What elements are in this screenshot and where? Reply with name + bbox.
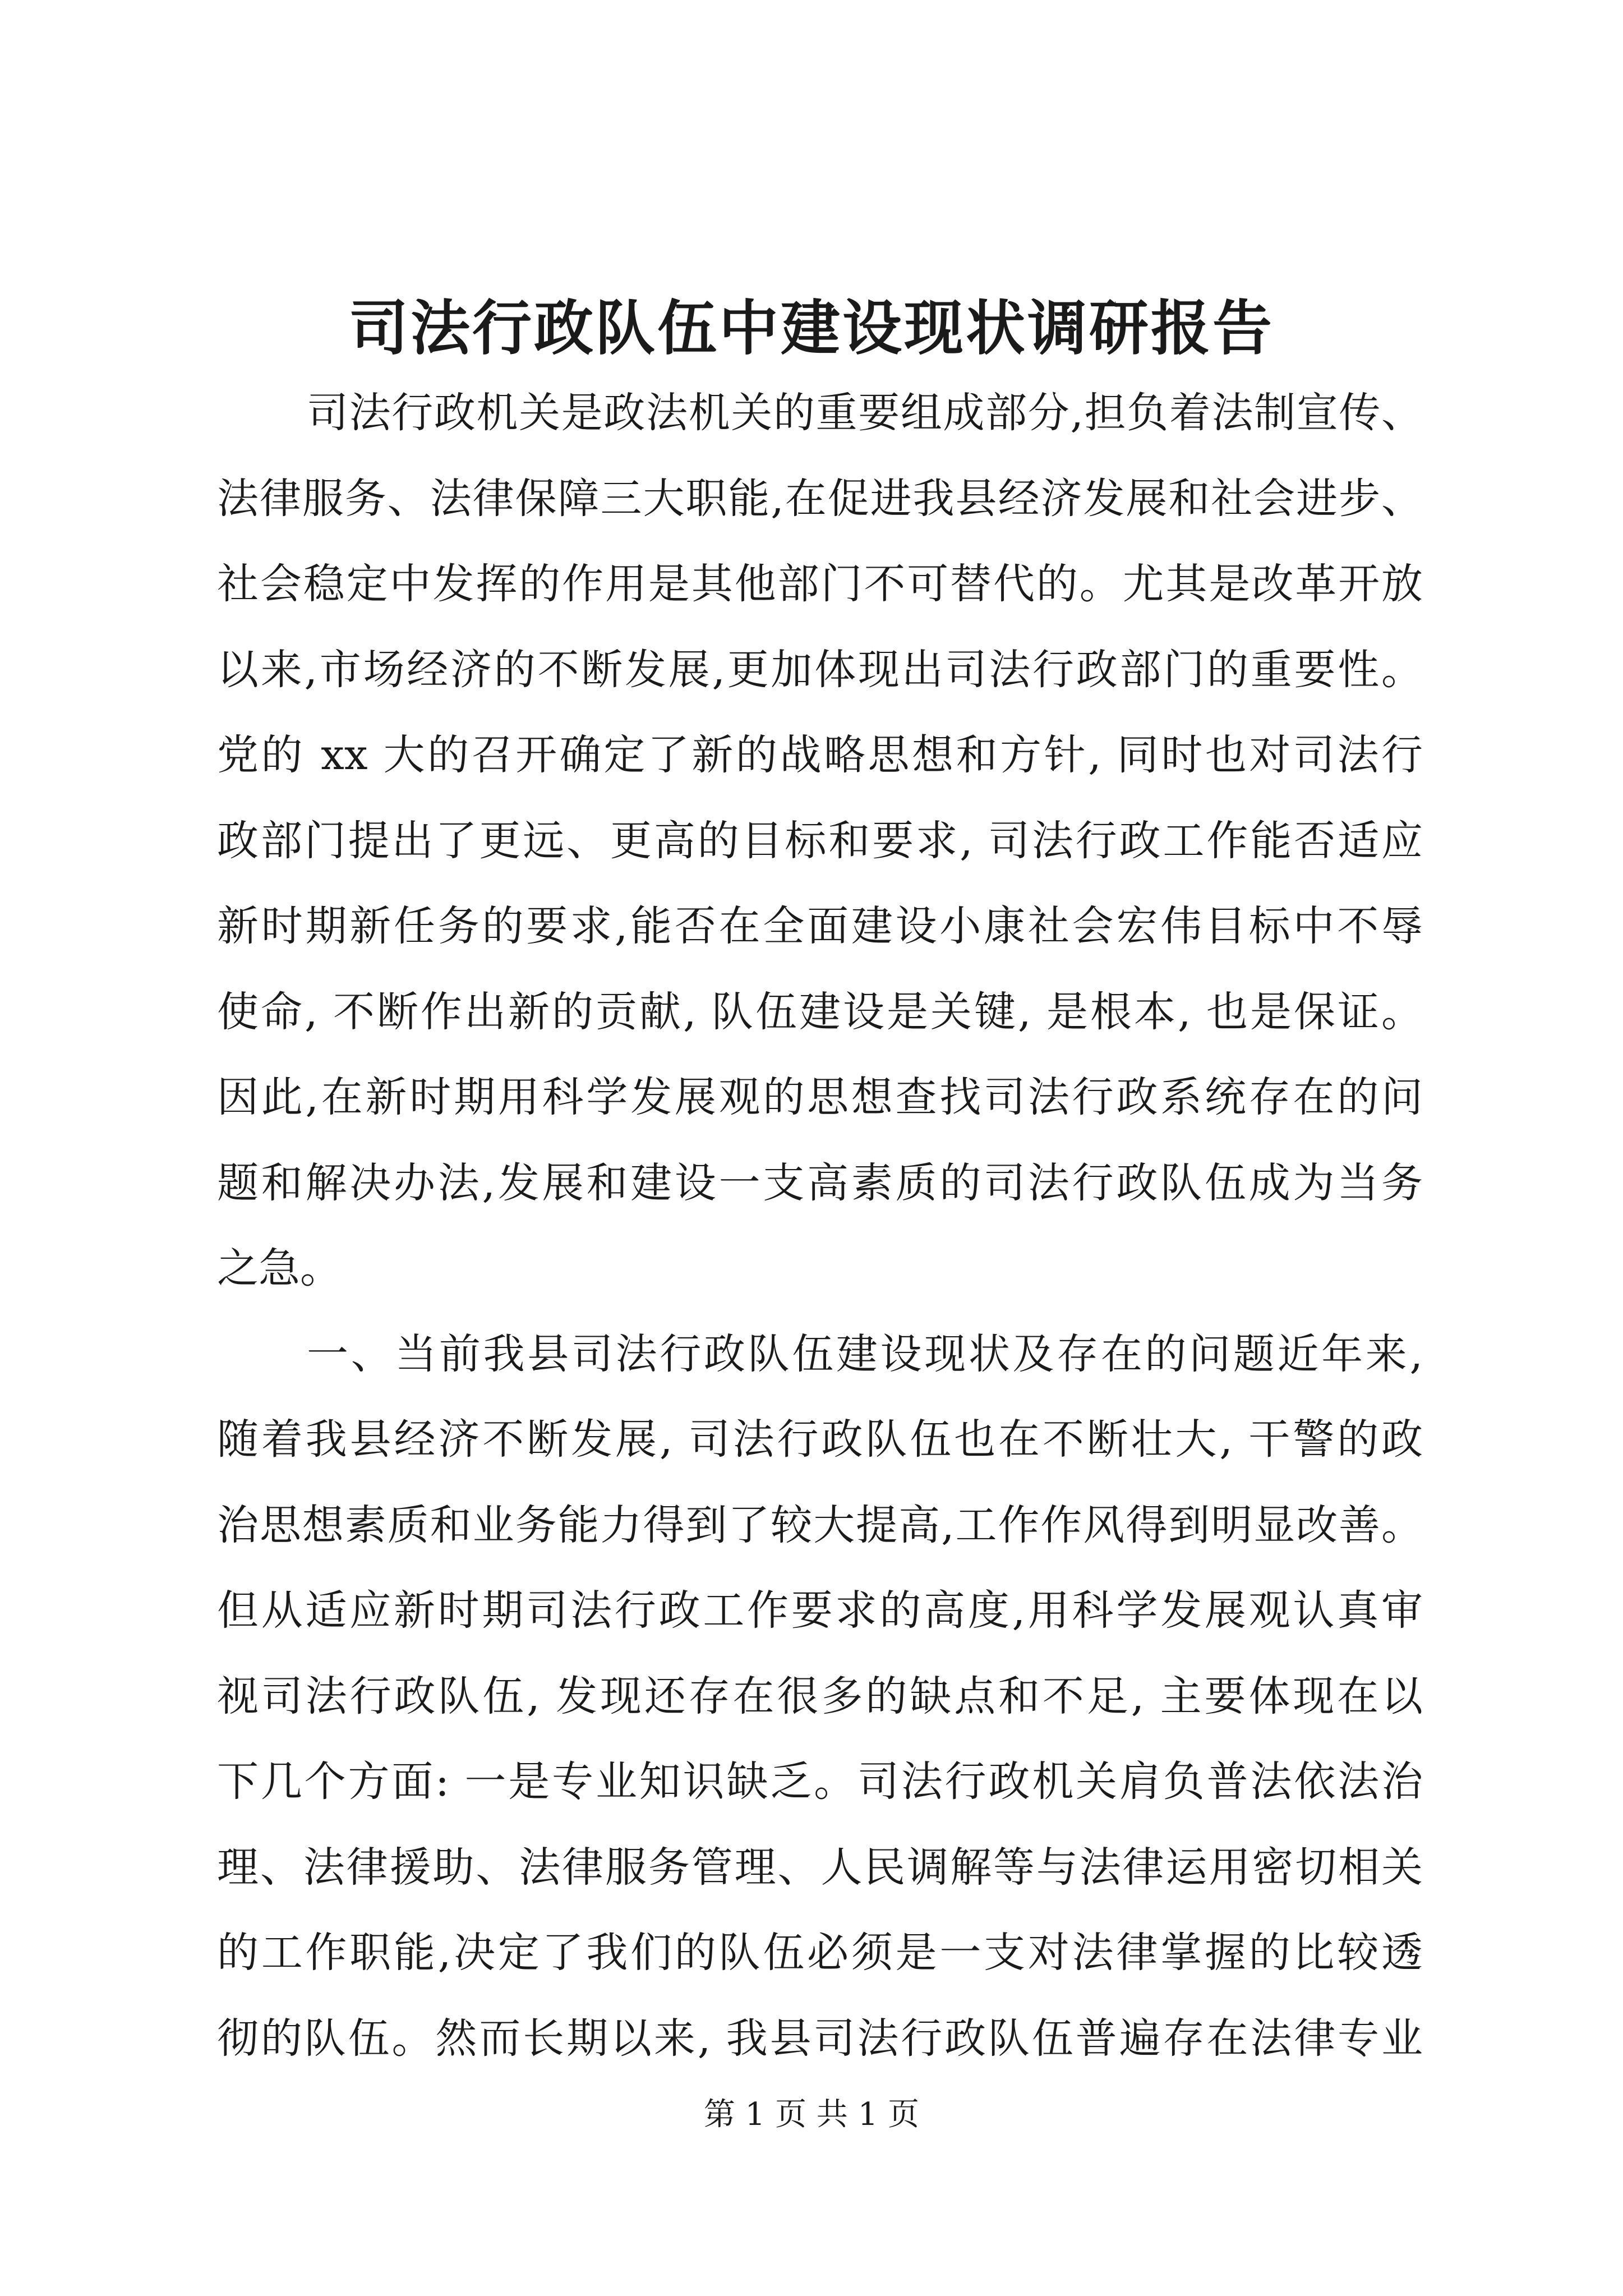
paragraph-1-line: 之急。 (217, 1244, 342, 1292)
paragraph-1-line: 政部门提出了更远、更高的目标和要求, 司法行政工作能否适应 (217, 816, 1423, 865)
page-number-footer: 第 1 页 共 1 页 (703, 2096, 920, 2133)
paragraph-1-line: 法律服务、法律保障三大职能,在促进我县经济发展和社会进步、 (217, 474, 1423, 523)
paragraph-2-line: 理、法律援助、法律服务管理、人民调解等与法律运用密切相关 (217, 1843, 1423, 1892)
paragraph-2-line: 治思想素质和业务能力得到了较大提高,工作作风得到明显改善。 (217, 1501, 1423, 1549)
paragraph-2-line: 下几个方面: 一是专业知识缺乏。司法行政机关肩负普法依法治 (217, 1757, 1423, 1806)
paragraph-2-line: 的工作职能,决定了我们的队伍必须是一支对法律掌握的比较透 (217, 1929, 1423, 1977)
paragraph-1-line: 党的 xx 大的召开确定了新的战略思想和方针, 同时也对司法行 (217, 731, 1423, 779)
paragraph-1-line: 社会稳定中发挥的作用是其他部门不可替代的。尤其是改革开放 (217, 560, 1423, 608)
document-title: 司法行政队伍中建设现状调研报告 (349, 293, 1274, 363)
paragraph-1-line: 新时期新任务的要求,能否在全面建设小康社会宏伟目标中不辱 (217, 902, 1423, 950)
paragraph-1-line: 使命, 不断作出新的贡献, 队伍建设是关键, 是根本, 也是保证。 (217, 987, 1423, 1036)
paragraph-2-line: 视司法行政队伍, 发现还存在很多的缺点和不足, 主要体现在以 (217, 1672, 1423, 1720)
paragraph-2-line: 但从适应新时期司法行政工作要求的高度,用科学发展观认真审 (217, 1586, 1423, 1635)
document-body (217, 370, 1423, 2081)
paragraph-1-line: 以来,市场经济的不断发展,更加体现出司法行政部门的重要性。 (217, 645, 1423, 694)
paragraph-1-line: 司法行政机关是政法机关的重要组成部分,担负着法制宣传、 (307, 389, 1423, 437)
paragraph-2-line: 随着我县经济不断发展, 司法行政队伍也在不断壮大, 干警的政 (217, 1415, 1423, 1464)
paragraph-1-line: 题和解决办法,发展和建设一支高素质的司法行政队伍成为当务 (217, 1158, 1423, 1207)
paragraph-2-line: 彻的队伍。然而长期以来, 我县司法行政队伍普遍存在法律专业 (217, 2014, 1423, 2063)
paragraph-1-line: 因此,在新时期用科学发展观的思想查找司法行政系统存在的问 (217, 1073, 1423, 1121)
paragraph-2-line: 一、当前我县司法行政队伍建设现状及存在的问题近年来, (307, 1329, 1423, 1378)
